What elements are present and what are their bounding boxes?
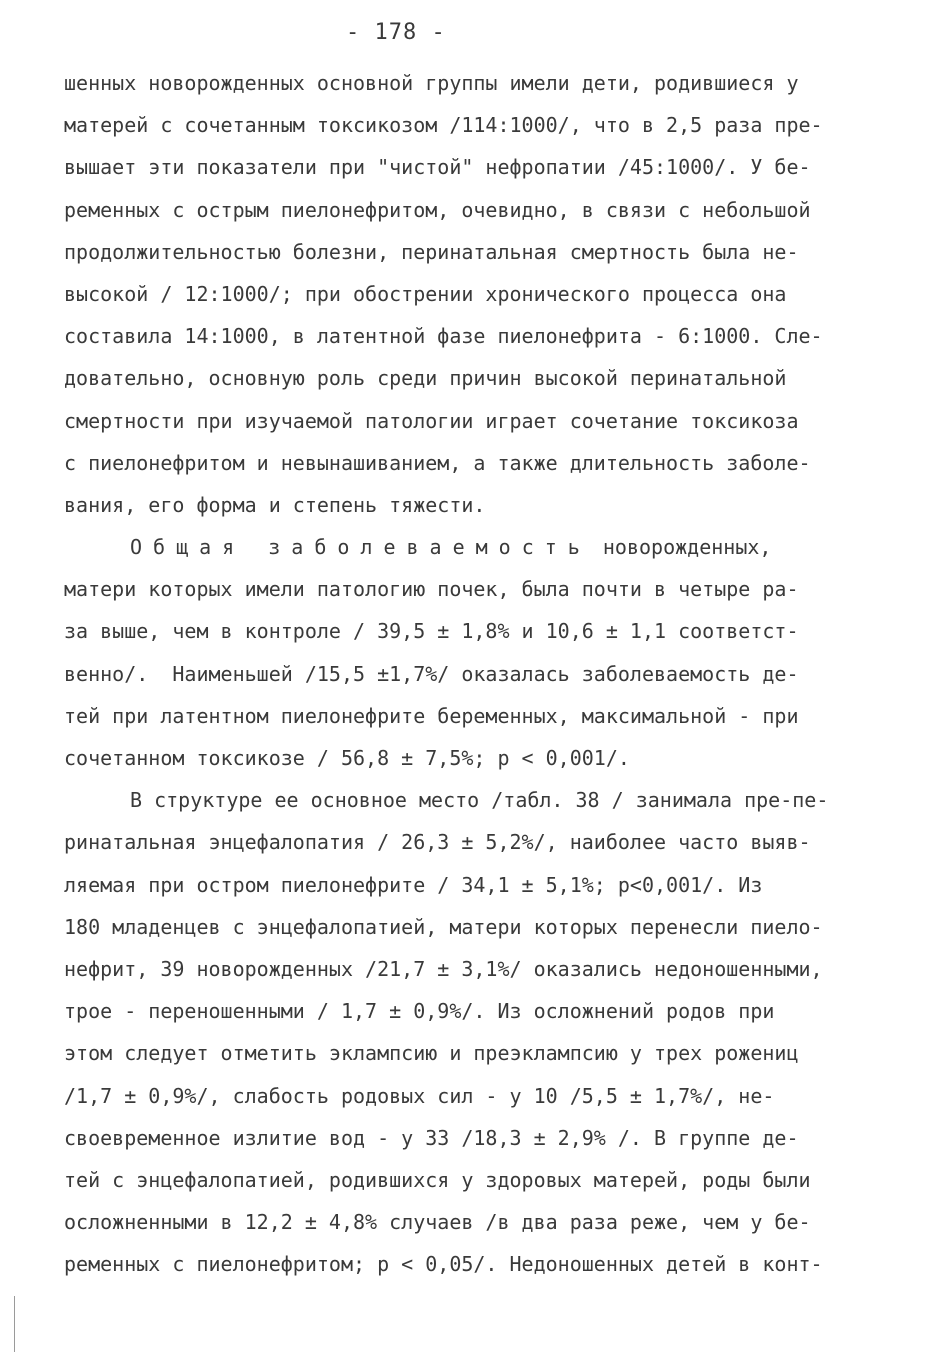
text-line: матери которых имели патологию почек, была почти в четыре ра- — [64, 577, 799, 602]
body-text — [64, 62, 884, 1285]
paragraph-start-line: В структуре ее основное место /табл. 38 / занимала пре-пе- — [130, 788, 829, 813]
text-line: ринатальная энцефалопатия / 26,3 ± 5,2%/, наиболее часто выяв- — [64, 830, 811, 855]
text-line: высокой / 12:1000/; при обострении хронического процесса она — [64, 281, 787, 306]
text-line: за выше, чем в контроле / 39,5 ± 1,8% и 10,6 ± 1,1 соответст- — [64, 619, 799, 644]
text-line: нефрит, 39 новорожденных /21,7 ± 3,1%/ оказались недоношенными, — [64, 956, 823, 981]
text-line: тей с энцефалопатией, родившихся у здоровых матерей, роды были — [64, 1167, 811, 1192]
text-line: с пиелонефритом и невынашиванием, а также длительность заболе- — [64, 450, 811, 475]
text-line: сочетанном токсикозе / 56,8 ± 7,5%; p < 0,001/. — [64, 746, 630, 770]
page-number: - 178 - — [346, 20, 446, 45]
margin-rule — [14, 1296, 15, 1352]
text-line: венно/. Наименьшей /15,5 ±1,7%/ оказалась заболеваемость де- — [64, 661, 799, 686]
text-line: шенных новорожденных основной группы имели дети, родившиеся у — [64, 71, 799, 95]
text-line: составила 14:1000, в латентной фазе пиелонефрита - 6:1000. Сле- — [64, 324, 823, 349]
text-line: ременных с острым пиелонефритом, очевидно, в связи с небольшой — [64, 197, 811, 222]
text-line: осложненными в 12,2 ± 4,8% случаев /в два раза реже, чем у бе- — [64, 1210, 811, 1235]
text-line: этом следует отметить эклампсию и преэклампсию у трех рожениц — [64, 1041, 799, 1066]
paragraph-start-line — [64, 526, 884, 568]
spaced-emphasis-phrase: Общая заболеваемость — [130, 535, 591, 560]
text-line: ременных с пиелонефритом; p < 0,05/. Недоношенных детей в конт- — [64, 1252, 823, 1277]
text-line: /1,7 ± 0,9%/, слабость родовых сил - у 10 /5,5 ± 1,7%/, не- — [64, 1083, 775, 1108]
text-line: смертности при изучаемой патологии играет сочетание токсикоза — [64, 408, 799, 433]
text-line: матерей с сочетанным токсикозом /114:1000/, что в 2,5 раза пре- — [64, 113, 823, 138]
text-line: 180 младенцев с энцефалопатией, матери которых перенесли пиело- — [64, 914, 823, 939]
text-line: вышает эти показатели при "чистой" нефропатии /45:1000/. У бе- — [64, 155, 811, 180]
text-line: продолжительностью болезни, перинатальная смертность была не- — [64, 239, 799, 264]
text-line: трое - переношенными / 1,7 ± 0,9%/. Из осложнений родов при — [64, 999, 775, 1024]
text-line: довательно, основную роль среди причин высокой перинатальной — [64, 366, 787, 391]
text-line: вания, его форма и степень тяжести. — [64, 492, 486, 517]
text-line: своевременное излитие вод - у 33 /18,3 ± 2,9% /. В группе де- — [64, 1125, 799, 1150]
text-line: тей при латентном пиелонефрите беременных, максимальной - при — [64, 703, 799, 728]
text-line: ляемая при остром пиелонефрите / 34,1 ± 5,1%; p<0,001/. Из — [64, 872, 763, 897]
text-fragment: новорожденных, — [602, 535, 772, 560]
